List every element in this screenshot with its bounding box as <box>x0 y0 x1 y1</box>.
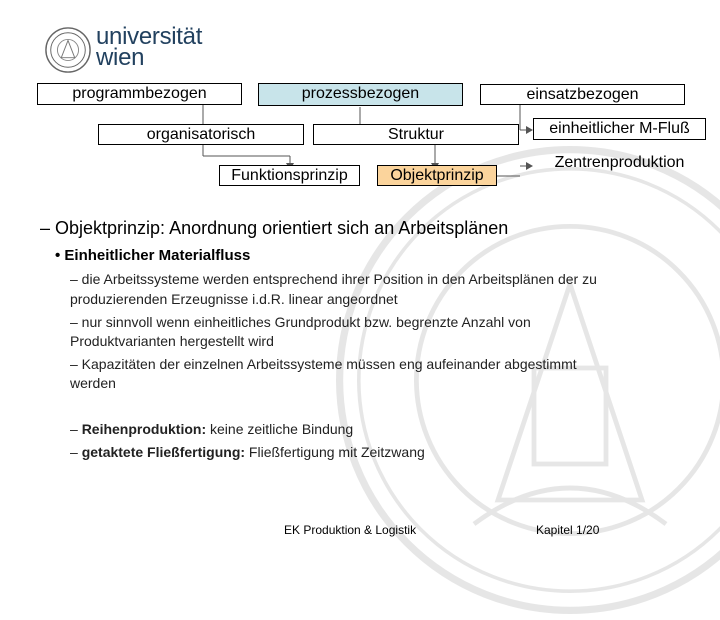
content-subheading-text: • Einheitlicher Materialfluss <box>55 247 251 264</box>
box-zentrenproduktion-label: Zentrenproduktion <box>554 154 685 171</box>
box-prozessbezogen-label: prozessbezogen <box>301 85 420 102</box>
box-programmbezogen-label: programmbezogen <box>72 85 207 102</box>
reihenproduktion-definition: keine zeitliche Bindung <box>206 421 354 437</box>
box-objektprinzip <box>377 165 497 186</box>
content-line-6: werden <box>70 375 116 391</box>
content-line-fliessfertigung <box>70 444 425 460</box>
box-programmbezogen <box>37 83 242 105</box>
fliessfertigung-definition: Fließfertigung mit Zeitzwang <box>245 444 425 460</box>
wordmark-line2: wien <box>96 44 145 71</box>
content-heading: – Objektprinzip: Anordnung orientiert sich an Arbeitsplänen <box>40 218 509 238</box>
box-einsatzbezogen <box>480 84 685 105</box>
box-prozessbezogen <box>258 83 463 106</box>
box-funktionsprinzip <box>219 165 360 186</box>
box-struktur <box>313 124 519 145</box>
content-line-3: – nur sinnvoll wenn einheitliches Grundprodukt bzw. begrenzte Anzahl von <box>70 314 531 330</box>
box-funktionsprinzip-label: Funktionsprinzip <box>231 167 348 184</box>
reihenproduktion-dash: – <box>70 421 82 437</box>
box-einheitlicher-m-fluss <box>533 118 706 140</box>
content-line-reihenproduktion <box>70 421 353 437</box>
box-einheitlicher-m-fluss-label: einheitlicher M-Fluß <box>549 120 690 137</box>
box-objektprinzip-label: Objektprinzip <box>390 167 484 184</box>
box-organisatorisch-label: organisatorisch <box>146 126 256 143</box>
box-einsatzbezogen-label: einsatzbezogen <box>526 86 639 103</box>
content-line-1: – die Arbeitssysteme werden entsprechend ihrer Position in den Arbeitsplänen der zu <box>70 271 597 287</box>
footer-page: Kapitel 1/20 <box>536 523 600 537</box>
footer-course: EK Produktion & Logistik <box>284 523 417 537</box>
fliessfertigung-dash: – <box>70 444 82 460</box>
content-subheading <box>55 247 250 264</box>
content-line-2: produzierenden Erzeugnisse i.d.R. linear angeordnet <box>70 291 398 307</box>
content-line-5: – Kapazitäten der einzelnen Arbeitssysteme müssen eng aufeinander abgestimmt <box>70 356 577 372</box>
content-line-4: Produktvarianten hergestellt wird <box>70 333 274 349</box>
box-struktur-label: Struktur <box>387 126 444 143</box>
wordmark-line1: universität <box>96 23 203 50</box>
reihenproduktion-term: Reihenproduktion: <box>81 421 207 437</box>
box-organisatorisch <box>98 124 304 145</box>
box-zentrenproduktion <box>533 153 706 175</box>
fliessfertigung-term: getaktete Fließfertigung: <box>81 444 246 460</box>
